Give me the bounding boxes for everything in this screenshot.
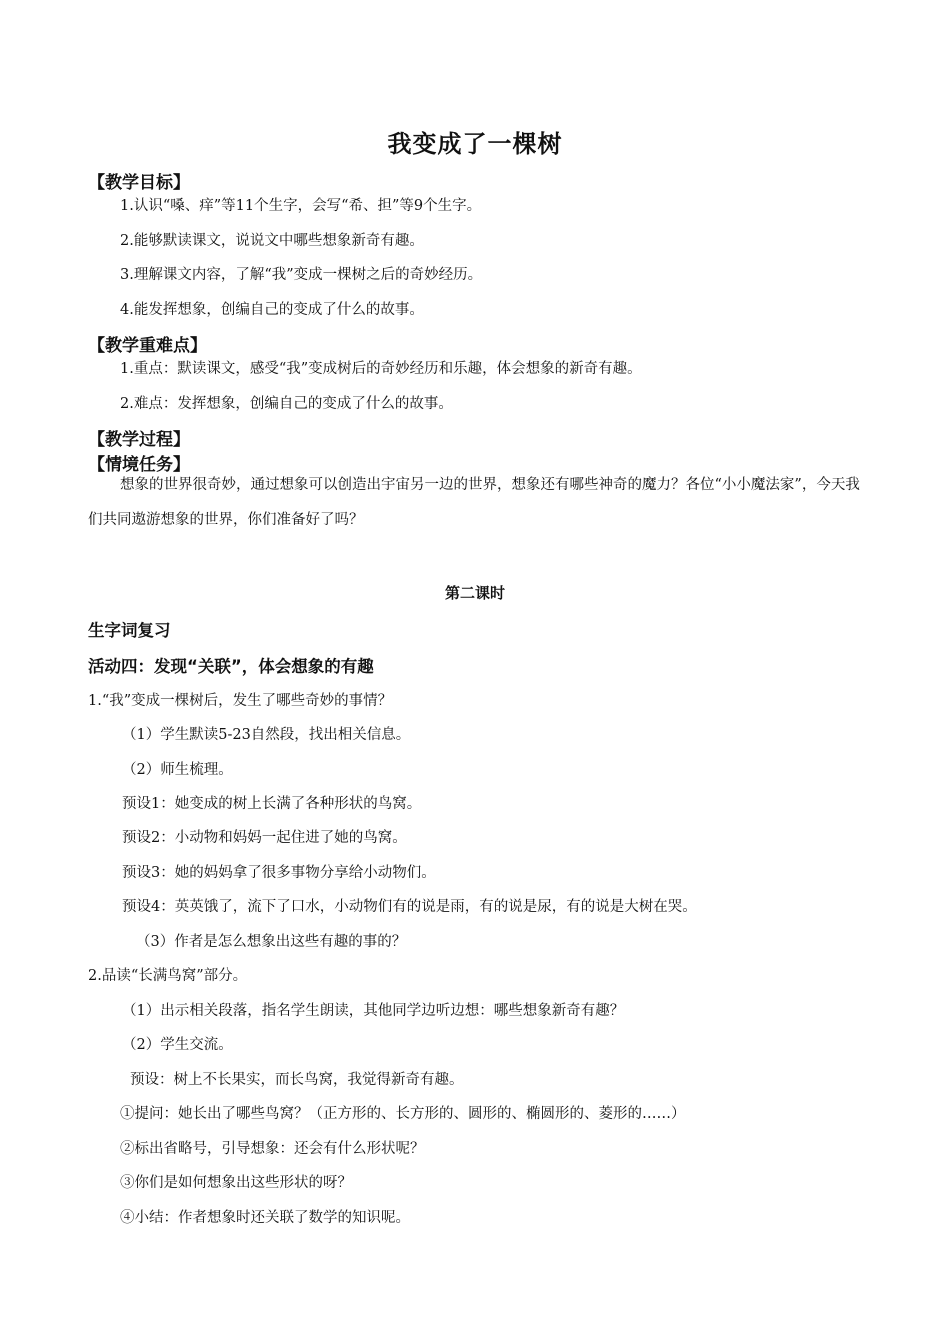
key-points-heading: 【教学重难点】	[88, 336, 207, 356]
lesson-line: ②标出省略号，引导想象：还会有什么形状呢？	[120, 1141, 425, 1157]
lesson-line: （1）出示相关段落，指名学生朗读，其他同学边听边想：哪些想象新奇有趣？	[122, 1003, 625, 1019]
lesson-line: （2）师生梳理。	[122, 762, 233, 778]
lesson-line: 预设2：小动物和妈妈一起住进了她的鸟窝。	[122, 830, 407, 846]
lesson-line: 2.品读“长满鸟窝”部分。	[88, 968, 248, 984]
process-heading: 【教学过程】	[88, 430, 190, 450]
lesson-line: ③你们是如何想象出这些形状的呀？	[120, 1175, 352, 1191]
activity-heading: 活动四：发现“关联”，体会想象的有趣	[88, 657, 374, 676]
lesson-title: 第二课时	[444, 584, 505, 602]
objective-item: 4.能发挥想象，创编自己的变成了什么的故事。	[120, 302, 424, 318]
scenario-heading: 【情境任务】	[88, 455, 190, 475]
lesson-line: 预设1：她变成的树上长满了各种形状的鸟窝。	[122, 796, 422, 812]
lesson-line: 预设3：她的妈妈拿了很多事物分享给小动物们。	[122, 865, 436, 881]
lesson-line: ④小结：作者想象时还关联了数学的知识呢。	[120, 1210, 410, 1226]
scenario-text: 想象的世界很奇妙，通过想象可以创造出宇宙另一边的世界，想象还有哪些神奇的魔力？各位“小小魔法家”，今天我们共同遨游想象的世界，你们准备好了吗？	[88, 477, 860, 528]
lesson-line: （3）作者是怎么想象出这些有趣的事的？	[136, 934, 407, 950]
objectives-heading: 【教学目标】	[88, 173, 190, 193]
lesson-line: 预设：树上不长果实，而长鸟窝，我觉得新奇有趣。	[130, 1072, 464, 1088]
objective-item: 1.认识“嗓、痒”等11个生字，会写“希、担”等9个生字。	[120, 198, 482, 214]
key-point-item: 2.难点：发挥想象，创编自己的变成了什么的故事。	[120, 396, 453, 412]
key-point-item: 1.重点：默读课文，感受“我”变成树后的奇妙经历和乐趣，体会想象的新奇有趣。	[120, 361, 642, 377]
lesson-line: 预设4：英英饿了，流下了口水，小动物们有的说是雨，有的说是尿，有的说是大树在哭。	[122, 899, 697, 915]
document-title: 我变成了一棵树	[387, 130, 563, 158]
lesson-line: （2）学生交流。	[122, 1037, 233, 1053]
objective-item: 3.理解课文内容，了解“我”变成一棵树之后的奇妙经历。	[120, 267, 483, 283]
review-heading: 生字词复习	[88, 621, 171, 640]
lesson-line: 1.“我”变成一棵树后，发生了哪些奇妙的事情？	[88, 693, 393, 709]
lesson-line: （1）学生默读5-23自然段，找出相关信息。	[122, 727, 411, 743]
lesson-line: ①提问：她长出了哪些鸟窝？（正方形的、长方形的、圆形的、椭圆形的、菱形的……）	[120, 1106, 686, 1122]
objective-item: 2.能够默读课文，说说文中哪些想象新奇有趣。	[120, 233, 424, 249]
